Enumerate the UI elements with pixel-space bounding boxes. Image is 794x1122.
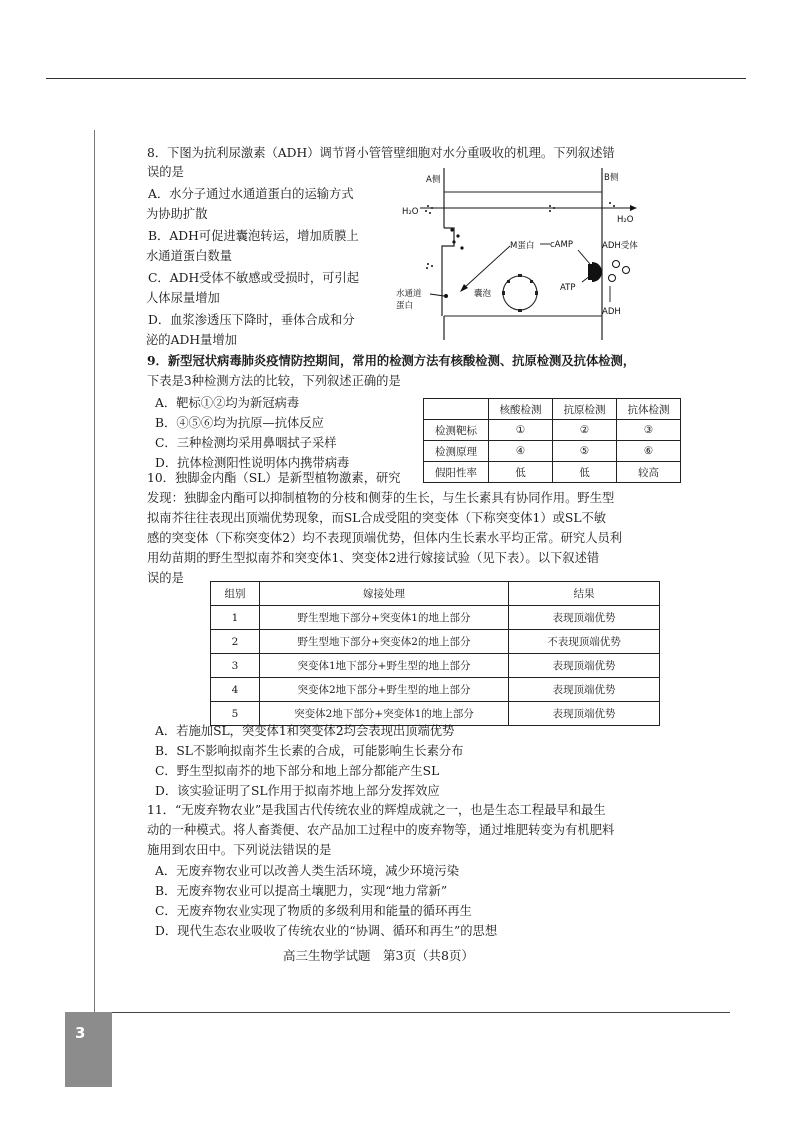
q10-line6: 误的是	[147, 571, 184, 585]
q11-option-c: C．无废弃物农业实现了物质的多级利用和能量的循环再生	[155, 904, 472, 918]
q8-option-b-line2: 水通道蛋白数量	[146, 249, 233, 263]
q11-option-d: D．现代生态农业吸收了传统农业的“协调、循环和再生”的思想	[155, 924, 498, 938]
page-number-tab	[65, 1012, 112, 1087]
q10-option-b: B．SL不影响拟南芥生长素的合成，可能影响生长素分布	[155, 744, 464, 758]
table-row: 4 突变体2地下部分+野生型的地上部分 表现顶端优势	[211, 678, 660, 702]
q8-option-c-line1: C．ADH受体不敏感或受损时，可引起	[148, 271, 360, 285]
q10-option-c: C．野生型拟南芥的地下部分和地上部分都能产生SL	[155, 764, 440, 778]
channel-label-line1: 水通道	[396, 289, 422, 299]
camp-label: cAMP	[550, 240, 573, 250]
side-b-label: B侧	[604, 173, 619, 183]
q8-option-d-line2: 泌的ADH量增加	[146, 333, 237, 347]
q8-option-d-line1: D．血浆渗透压下降时，垂体合成和分	[148, 313, 355, 327]
page-footer: 高三生物学试题 第3页（共8页）	[283, 948, 474, 963]
page-number: 3	[75, 1024, 86, 1042]
side-a-label: A侧	[426, 175, 441, 185]
q11-option-b: B．无废弃物农业可以提高土壤肥力，实现“地力常新”	[155, 884, 448, 898]
q8-stem-line1: 8．下图为抗利尿激素（ADH）调节肾小管管壁细胞对水分重吸收的机理。下列叙述错	[147, 146, 615, 160]
q10-line4: 感的突变体（下称突变体2）均不表现顶端优势，但体内生长素水平均正常。研究人员利	[147, 531, 623, 545]
binding-margin-rule	[94, 130, 95, 1012]
h2o-left-label: H₂O	[402, 207, 419, 217]
q8-option-c-line2: 人体尿量增加	[146, 291, 220, 305]
table-row: 检测原理 ④ ⑤ ⑥	[424, 441, 681, 462]
atp-label: ATP	[560, 283, 576, 293]
q9-option-a: A．靶标①②均为新冠病毒	[155, 396, 300, 410]
table-row: 检测靶标 ① ② ③	[424, 420, 681, 441]
h2o-right-label: H₂O	[617, 215, 634, 225]
table-row: 1 野生型地下部分+突变体1的地上部分 表现顶端优势	[211, 606, 660, 630]
q10-grafting-table	[210, 581, 660, 726]
q11-line2: 动的一种模式。将人畜粪便、农产品加工过程中的废弃物等，通过堆肥转变为有机肥料	[147, 823, 615, 837]
table-row: 假阳性率 低 低 较高	[424, 462, 681, 483]
header-rule	[46, 78, 746, 79]
q11-line3: 施用到农田中。下列说法错误的是	[147, 843, 332, 857]
q10-option-a: A．若施加SL，突变体1和突变体2均会表现出顶端优势	[155, 724, 455, 738]
q10-line2: 发现：独脚金内酯可以抑制植物的分枝和侧芽的生长，与生长素具有协同作用。野生型	[147, 491, 615, 505]
footer-rule	[112, 1012, 730, 1013]
q11-option-a: A．无废弃物农业可以改善人类生活环境，减少环境污染	[155, 864, 460, 878]
q11-line1: 11．“无废弃物农业”是我国古代传统农业的辉煌成就之一，也是生态工程最早和最生	[147, 803, 606, 817]
q10-line1: 10．独脚金内酯（SL）是新型植物激素，研究	[147, 471, 401, 485]
q9-option-b: B．④⑤⑥均为抗原—抗体反应	[155, 416, 324, 430]
table-row: 2 野生型地下部分+突变体2的地上部分 不表现顶端优势	[211, 630, 660, 654]
q8-option-a-line2: 为协助扩散	[146, 207, 208, 221]
q8-stem-line2: 误的是	[147, 165, 184, 179]
q8-option-b-line1: B．ADH可促进囊泡转运，增加质膜上	[148, 229, 359, 243]
q9-stem-line1: 9．新型冠状病毒肺炎疫情防控期间，常用的检测方法有核酸检测、抗原检测及抗体检测，	[147, 353, 636, 368]
adh-mechanism-diagram	[392, 168, 642, 340]
table-row: 5 突变体2地下部分+突变体1的地上部分 表现顶端优势	[211, 702, 660, 726]
q9-option-d: D．抗体检测阳性说明体内携带病毒	[155, 456, 350, 470]
q10-line3: 拟南芥往往表现出顶端优势现象，而SL合成受阻的突变体（下称突变体1）或SL不敏	[147, 511, 607, 525]
vesicle-label: 囊泡	[474, 289, 492, 299]
table-row: 核酸检测 抗原检测 抗体检测	[424, 399, 681, 420]
q10-option-d: D．该实验证明了SL作用于拟南芥地上部分发挥效应	[155, 784, 440, 798]
table-row: 3 突变体1地下部分+野生型的地上部分 表现顶端优势	[211, 654, 660, 678]
q10-line5: 用幼苗期的野生型拟南芥和突变体1、突变体2进行嫁接试验（见下表）。以下叙述错	[147, 551, 600, 565]
channel-label-line2: 蛋白	[396, 301, 414, 311]
q9-option-c: C．三种检测均采用鼻咽拭子采样	[155, 436, 337, 450]
q8-option-a-line1: A．水分子通过水通道蛋白的运输方式	[148, 187, 354, 201]
q9-comparison-table	[423, 398, 681, 483]
receptor-label: ADH受体	[602, 241, 638, 251]
m-protein-label: M蛋白	[510, 241, 535, 251]
q9-stem-line2: 下表是3种检测方法的比较，下列叙述正确的是	[147, 374, 401, 388]
adh-label: ADH	[602, 307, 621, 317]
table-row: 组别 嫁接处理 结果	[211, 582, 660, 606]
